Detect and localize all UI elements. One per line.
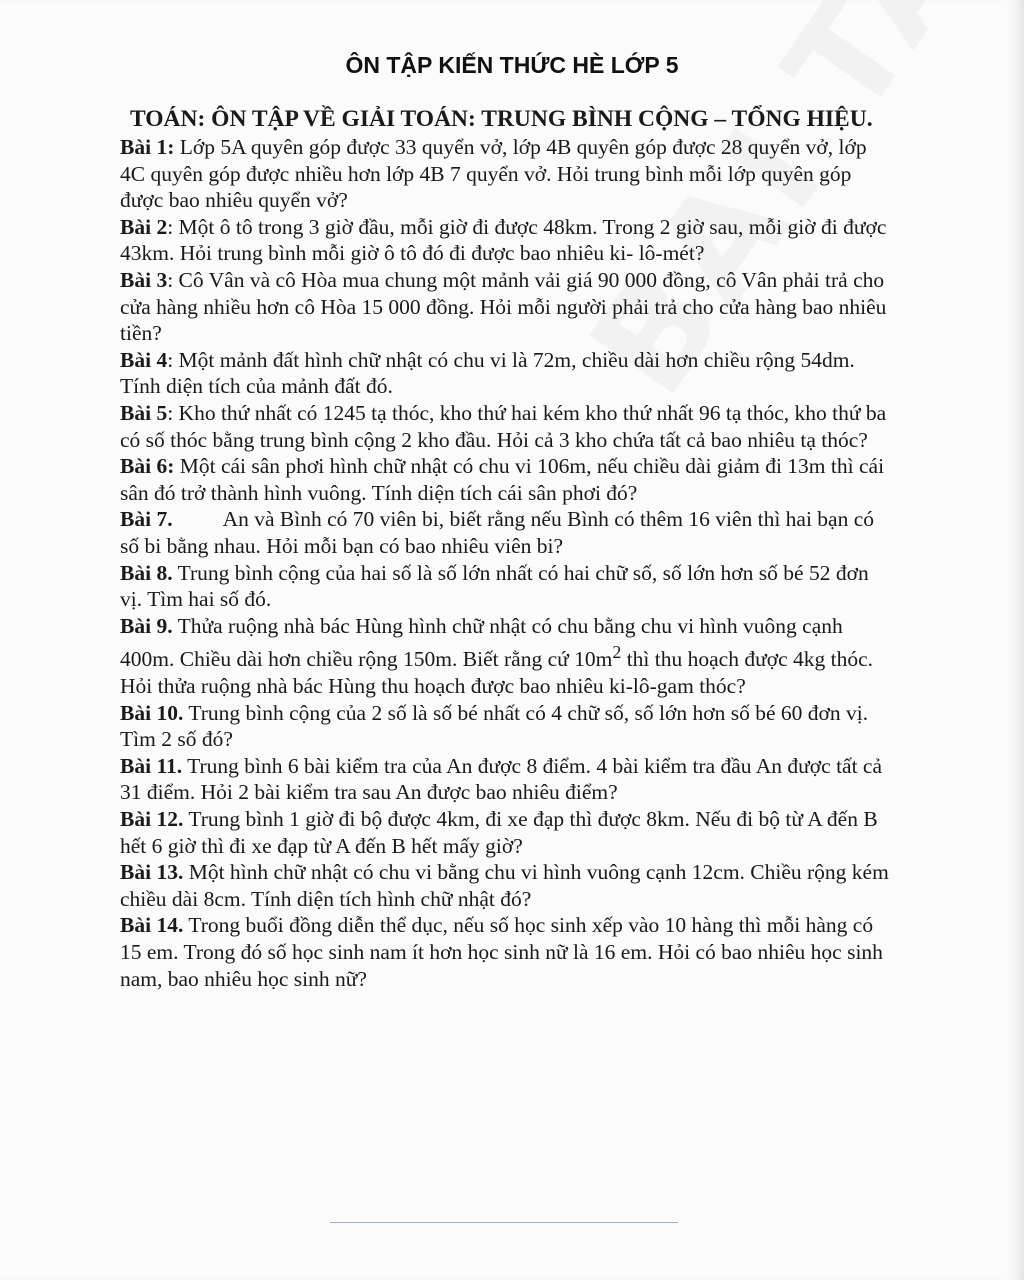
problem-label: Bài 11. [120,753,183,778]
problem-text-after: thì thu hoạch được 4kg thóc. Hỏi thửa ruộng nhà bác Hùng thu hoạch được bao nhiêu ki-lô-gam thóc? [120,647,874,699]
document-body [120,104,895,992]
problem-text: Trung bình cộng của 2 số là số bé nhất có 4 chữ số, số lớn hơn số bé 60 đơn vị. Tìm 2 số đó? [120,700,869,752]
problem-label: Bài 2 [120,214,168,239]
problem-label: Bài 3 [120,267,168,292]
problem-10 [120,700,895,753]
problem-11 [120,753,895,806]
problem-3 [120,267,895,347]
problem-text-before: Thửa ruộng nhà bác Hùng hình chữ nhật có chu bằng chu vi hình vuông cạnh 400m. Chiều dài hơn chiều rộng 150m. Biết rằng cứ 10m [120,613,843,672]
problem-4 [120,347,895,400]
problem-text: An và Bình có 70 viên bi, biết rằng nếu Bình có thêm 16 viên thì hai bạn có số bi bằng nhau. Hỏi mỗi bạn có bao nhiêu viên bi? [120,507,875,558]
problem-5 [120,400,895,453]
problem-text: Trung bình cộng của hai số là số lớn nhất có hai chữ số, số lớn hơn số bé 52 đơn vị. Tìm hai số đó. [120,560,869,612]
problem-text: Trong buổi đồng diễn thể dục, nếu số học sinh xếp vào 10 hàng thì mỗi hàng có 15 em. Trong đó số học sinh nam ít hơn học sinh nữ là 16 em. Hỏi có bao nhiêu học sinh nam, bao nhiêu học sinh nữ? [120,913,883,991]
problem-text: Trung bình 1 giờ đi bộ được 4km, đi xe đạp thì được 8km. Nếu đi bộ từ A đến B hết 6 giờ thì đi xe đạp từ A đến B hết mấy giờ? [120,807,878,858]
problem-text: : Cô Vân và cô Hòa mua chung một mảnh vải giá 90 000 đồng, cô Vân phải trả cho cửa hàng nhiều hơn cô Hòa 15 000 đồng. Hỏi mỗi người phải trả cho cửa hàng bao nhiêu tiền? [120,267,887,346]
problem-label: Bài 9. [120,613,173,638]
problem-text: Trung bình 6 bài kiểm tra của An được 8 điểm. 4 bài kiểm tra đầu An được tất cả 31 điểm. Hỏi 2 bài kiểm tra sau An được bao nhiêu điểm? [120,753,883,805]
problem-text: Một cái sân phơi hình chữ nhật có chu vi 106m, nếu chiều dài giảm đi 13m thì cái sân đó trở thành hình vuông. Tính diện tích cái sân phơi đó? [120,454,885,505]
problem-2 [120,214,895,267]
problem-12 [120,806,895,859]
problem-label: Bài 6: [120,454,175,479]
problem-text: Lớp 5A quyên góp được 33 quyển vở, lớp 4B quyên góp được 28 quyển vở, lớp 4C quyên góp được nhiều hơn lớp 4B 7 quyển vở. Hỏi trung bình mỗi lớp quyên góp được bao nhiêu quyển vở? [120,135,867,213]
footer-divider [330,1222,678,1223]
page-title: ÔN TẬP KIẾN THỨC HÈ LỚP 5 [345,52,679,78]
problem-label: Bài 14. [120,913,184,938]
problem-1 [120,134,895,214]
problem-13 [120,859,895,912]
problem-9 [120,613,895,700]
problem-label: Bài 1: [120,135,175,159]
problem-label: Bài 10. [120,700,184,725]
problem-label: Bài 8. [120,560,173,585]
problem-6 [120,453,895,506]
problem-label: Bài 12. [120,807,184,831]
problem-8 [120,560,895,613]
problem-label: Bài 4 [120,347,168,372]
problem-text: : Kho thứ nhất có 1245 tạ thóc, kho thứ hai kém kho thứ nhất 96 tạ thóc, kho thứ ba có số thóc bằng trung bình cộng 2 kho đầu. Hỏi cả 3 kho chứa tất cả bao nhiêu tạ thóc? [120,400,887,452]
problem-text: : Một ô tô trong 3 giờ đầu, mỗi giờ đi được 48km. Trong 2 giờ sau, mỗi giờ đi được 43km. Hỏi trung bình mỗi giờ ô tô đó đi được bao nhiêu ki- lô-mét? [120,214,887,266]
section-heading: TOÁN: ÔN TẬP VỀ GIẢI TOÁN: TRUNG BÌNH CỘNG – TỔNG HIỆU. [130,106,873,132]
problem-text: : Một mảnh đất hình chữ nhật có chu vi là 72m, chiều dài hơn chiều rộng 54dm. Tính diện tích của mảnh đất đó. [120,347,855,399]
problem-text: Một hình chữ nhật có chu vi bằng chu vi hình vuông cạnh 12cm. Chiều rộng kém chiều dài 8cm. Tính diện tích hình chữ nhật đó? [120,860,889,911]
problem-label: Bài 5 [120,400,168,425]
problem-14 [120,912,895,992]
problem-7 [120,506,895,559]
problem-label: Bài 7. [120,507,173,532]
superscript: 2 [612,642,622,663]
problem-label: Bài 13. [120,860,184,885]
